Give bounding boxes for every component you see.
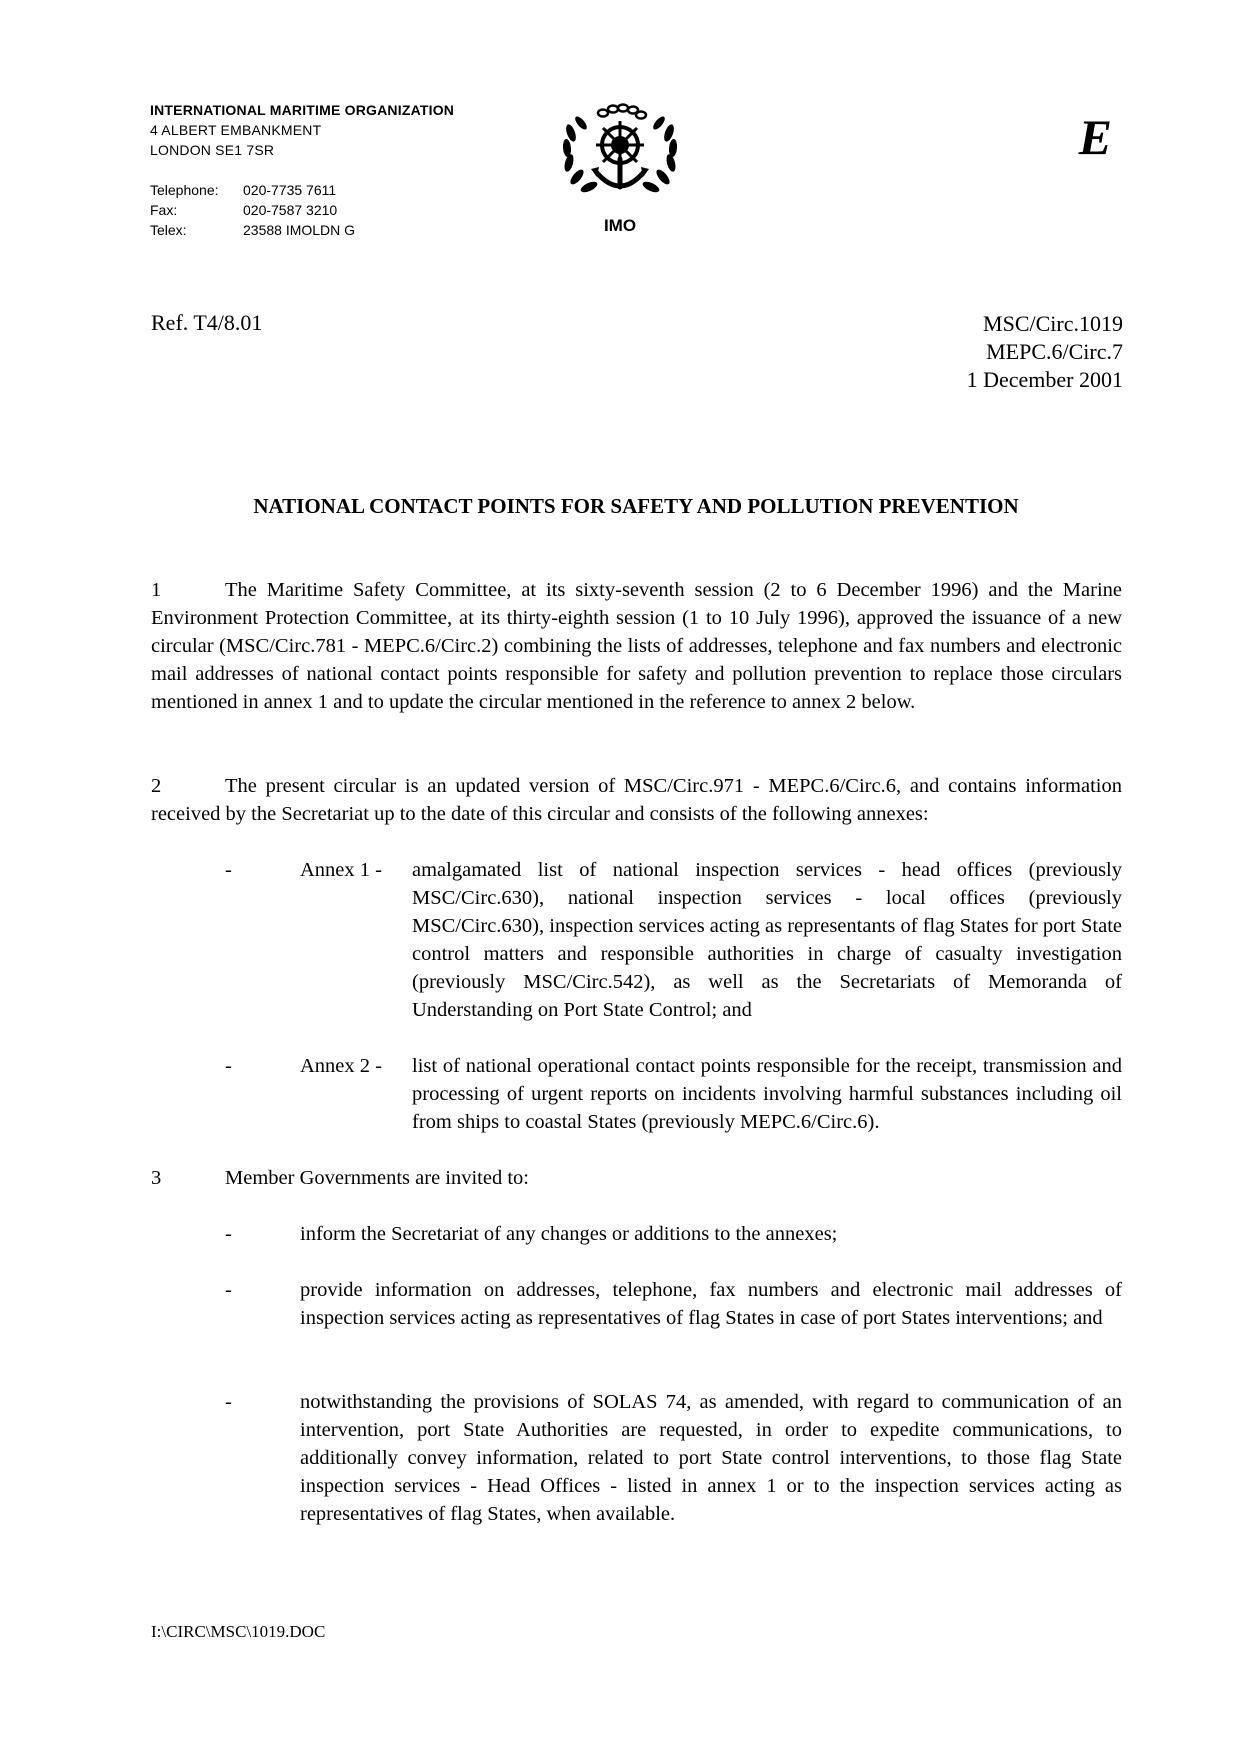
address-line-1: 4 ALBERT EMBANKMENT (150, 122, 322, 138)
contact-value: 020-7735 7611 (243, 182, 337, 198)
contact-label: Telex: (150, 222, 187, 238)
list-dash: - (225, 1391, 232, 1413)
list-dash: - (225, 859, 232, 881)
contact-value: 020-7587 3210 (243, 202, 338, 218)
contact-label: Fax: (150, 202, 178, 218)
document-date: 1 December 2001 (966, 367, 1123, 392)
document-reference (967, 310, 1123, 394)
contact-value: 23588 IMOLDN G (243, 222, 356, 238)
file-path-footer: I:\CIRC\MSC\1019.DOC (151, 1622, 326, 1641)
address-line-2: LONDON SE1 7SR (150, 142, 275, 158)
contact-row-telex (150, 220, 355, 240)
list-dash: - (225, 1279, 232, 1301)
paragraph-number: 2 (151, 775, 162, 797)
contact-details (150, 180, 355, 240)
paragraph-1 (151, 576, 1122, 716)
paragraph-text: The Maritime Safety Committee, at its sixty-seventh session (2 to 6 December 1996) and the Marine Environment Protection Committee, at its thirty-eighth session (1 to 10 July 1996), approved the issuance of a new circular (MSC/Circ.781 - MEPC.6/Circ.2) combining the lists of addresses, telephone and fax numbers and electronic mail addresses of national contact points responsible for safety and pollution prevention to replace those circulars mentioned in annex 1 and to update the circular mentioned in the reference to annex 2 below. (151, 579, 1122, 713)
contact-label: Telephone: (150, 182, 219, 198)
list-dash: - (225, 1055, 232, 1077)
document-title: NATIONAL CONTACT POINTS FOR SAFETY AND POLLUTION PREVENTION (253, 494, 1019, 518)
paragraph-number: 3 (151, 1167, 162, 1189)
paragraph-2 (151, 772, 1122, 828)
language-indicator: E (1078, 109, 1112, 165)
annex-1-description: amalgamated list of national inspection services - head offices (previously MSC/Circ.630), national inspection services - local offices (previously MSC/Circ.630), inspection services acting as representants of flag States for port State control matters and responsible authorities in charge of casualty investigation (previously MSC/Circ.542), as well as the Secretariats of Memoranda of Understanding on Port State Control; and (412, 859, 1122, 1021)
paragraph-3 (151, 1164, 1122, 1192)
annex-1-label: Annex 1 - (300, 859, 382, 881)
annex-2-label: Annex 2 - (300, 1055, 382, 1077)
reference-number: Ref. T4/8.01 (151, 310, 263, 335)
circular-number-mepc: MEPC.6/Circ.7 (986, 339, 1123, 364)
list-dash: - (225, 1223, 232, 1245)
invitation-item-3: notwithstanding the provisions of SOLAS 74, as amended, with regard to communication of an intervention, port State Authorities are requested, in order to expedite communications, to additionally convey information, related to port State control interventions, to those flag State inspection services - Head Offices - listed in annex 1 or to the inspection services acting as representatives of flag States, when available. (300, 1391, 1122, 1525)
paragraph-text: Member Governments are invited to: (225, 1167, 529, 1189)
contact-row-telephone (150, 180, 355, 200)
invitation-item-2: provide information on addresses, telephone, fax numbers and electronic mail addresses of inspection services acting as representatives of flag States in case of port States interventions; and (300, 1279, 1122, 1329)
organization-name: INTERNATIONAL MARITIME ORGANIZATION (150, 102, 455, 118)
paragraph-number: 1 (151, 579, 162, 601)
organization-address (150, 100, 454, 160)
circular-number-msc: MSC/Circ.1019 (983, 311, 1123, 336)
emblem-label: IMO (603, 216, 637, 235)
invitation-item-1: inform the Secretariat of any changes or additions to the annexes; (300, 1223, 838, 1245)
imo-emblem-icon (557, 103, 683, 203)
annex-2-description: list of national operational contact points responsible for the receipt, transmission and processing of urgent reports on incidents involving harmful substances including oil from ships to coastal States (previously MEPC.6/Circ.6). (412, 1055, 1122, 1133)
contact-row-fax (150, 200, 355, 220)
paragraph-text: The present circular is an updated version of MSC/Circ.971 - MEPC.6/Circ.6, and contains information received by the Secretariat up to the date of this circular and consists of the following annexes: (151, 775, 1122, 825)
